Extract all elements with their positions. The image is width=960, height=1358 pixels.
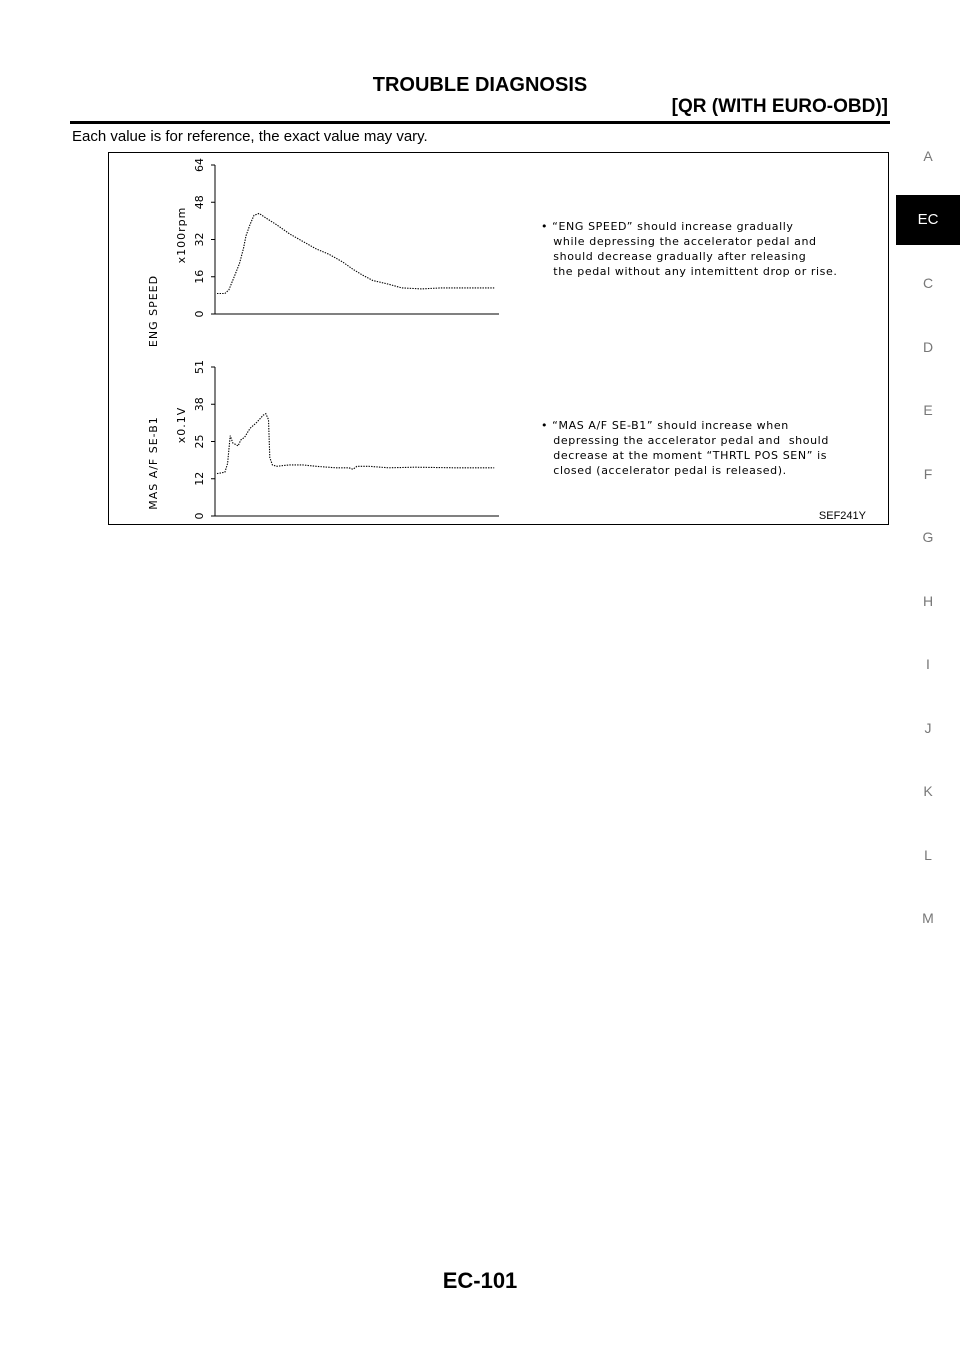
note-line: • “MAS A/F SE-B1” should increase when — [541, 419, 789, 432]
maf-unit: x0.1V — [175, 406, 188, 444]
series-line — [217, 213, 494, 293]
section-tab-k[interactable]: K — [923, 783, 933, 799]
page-title: TROUBLE DIAGNOSIS — [372, 74, 588, 96]
note-line: decrease at the moment “THRTL POS SEN” is — [541, 449, 828, 462]
series-line — [217, 414, 494, 474]
section-tab-h[interactable]: H — [922, 592, 934, 609]
page-number: EC-101 — [442, 1268, 518, 1293]
section-tab-g[interactable]: G — [922, 529, 934, 545]
eng-speed-unit: x100rpm — [175, 206, 188, 264]
eng-speed-ylabel: ENG SPEED — [147, 274, 160, 348]
maf-ylabel: MAS A/F SE-B1 — [147, 416, 160, 510]
maf-note — [541, 418, 829, 478]
y-tick-label: 0 — [193, 512, 206, 520]
y-tick-label: 0 — [193, 310, 206, 318]
section-index — [896, 0, 960, 1358]
note-line: the pedal without any intemittent drop or rise. — [541, 265, 838, 278]
y-tick-label: 25 — [193, 434, 206, 449]
header-rule — [70, 121, 890, 124]
section-tab-f[interactable]: F — [923, 465, 933, 482]
y-tick-label: 12 — [193, 471, 206, 486]
y-tick-label: 38 — [193, 397, 206, 412]
page-subtitle: [QR (WITH EURO-OBD)] — [671, 96, 888, 117]
note-line: depressing the accelerator pedal and should — [541, 434, 829, 447]
figure-id: SEF241Y — [818, 510, 866, 522]
y-tick-label: 48 — [193, 195, 206, 210]
intro-text: Each value is for reference, the exact value may vary. — [72, 128, 428, 145]
section-tab-e[interactable]: E — [923, 402, 933, 418]
section-tab-j[interactable]: J — [924, 719, 932, 736]
section-tab-i[interactable]: I — [926, 656, 930, 672]
section-tab-ec[interactable]: EC — [896, 195, 960, 245]
y-tick-label: 32 — [193, 232, 206, 247]
y-tick-label: 16 — [193, 269, 206, 284]
section-tab-d[interactable]: D — [922, 338, 934, 355]
y-tick-label: 51 — [193, 360, 206, 374]
section-tab-c[interactable]: C — [922, 275, 934, 291]
section-tab-a[interactable]: A — [923, 148, 933, 164]
note-line: • “ENG SPEED” should increase gradually — [541, 220, 794, 233]
eng-speed-note — [541, 219, 837, 279]
note-line: should decrease gradually after releasing — [541, 250, 807, 263]
note-line: closed (accelerator pedal is released). — [541, 464, 787, 477]
section-tab-m[interactable]: M — [922, 910, 934, 926]
reference-figure — [108, 152, 889, 525]
section-tab-l[interactable]: L — [924, 846, 932, 863]
y-tick-label: 64 — [193, 158, 206, 172]
note-line: while depressing the accelerator pedal and — [541, 235, 817, 248]
eng-speed-chart — [147, 158, 499, 347]
maf-chart — [147, 360, 499, 520]
